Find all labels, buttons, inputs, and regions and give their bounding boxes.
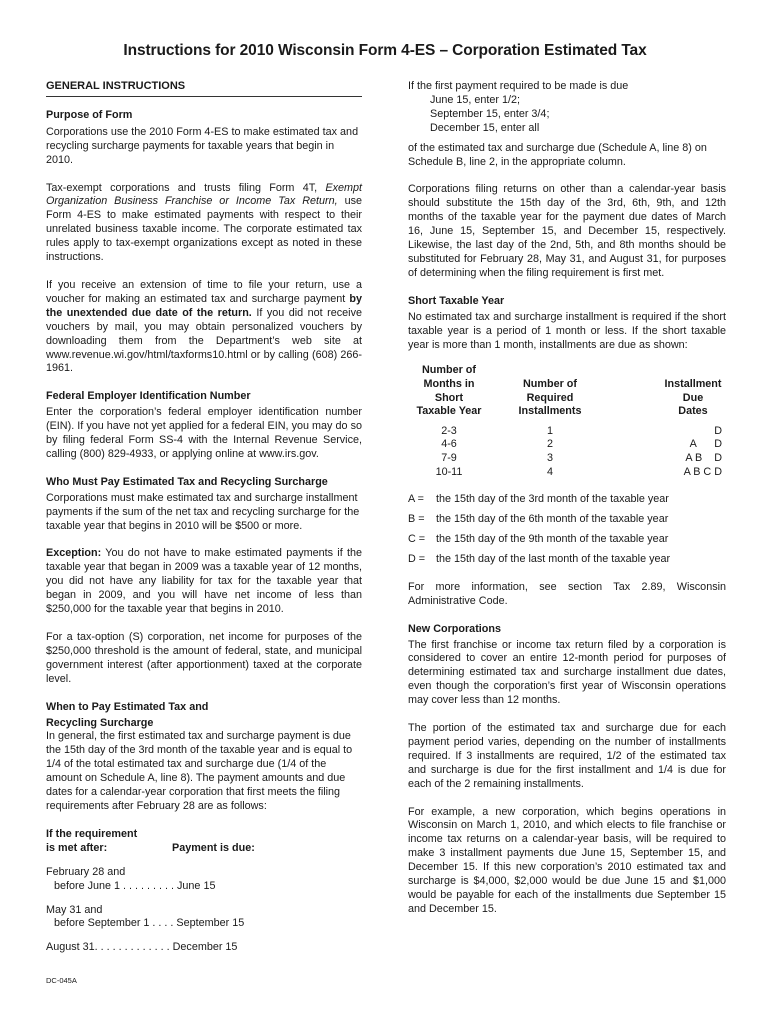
schedule-header-row	[408, 364, 726, 418]
payment-row	[46, 904, 362, 932]
schedule-count: 1	[546, 424, 553, 437]
first-payment-line: December 15, enter all	[430, 121, 540, 134]
payment-row-line-2: before June 1 . . . . . . . . . June 15	[54, 879, 216, 892]
more-info-paragraph: For more information, see section Tax 2.89, Wisconsin Administrative Code.	[408, 580, 726, 607]
form-code: DC-045A	[46, 976, 77, 985]
general-instructions-heading: GENERAL INSTRUCTIONS	[46, 80, 362, 97]
payment-row	[46, 866, 362, 894]
schedule-row	[408, 438, 726, 452]
page-title: Instructions for 2010 Wisconsin Form 4-ES – Corporation Estimated Tax	[123, 42, 647, 59]
schedule-dates: A D	[689, 438, 722, 451]
payment-row-line-2: before September 1 . . . . September 15	[54, 917, 245, 930]
months-header-line: Number of	[422, 364, 476, 377]
months-header	[408, 364, 490, 418]
definition-b	[408, 513, 726, 527]
purpose-p2-form-title: Exempt Organization Business Franchise or Income Tax Return,	[46, 181, 362, 208]
first-payment-outro: of the estimated tax and surcharge due (Schedule A, line 8) on Schedule B, line 2, in the appropriate column.	[408, 141, 707, 168]
purpose-paragraph-3	[46, 279, 362, 376]
definition-d	[408, 553, 726, 567]
schedule-row	[408, 452, 726, 466]
schedule-row	[408, 466, 726, 480]
schedule-months: 7-9	[441, 451, 457, 464]
payment-table-header	[46, 828, 362, 856]
definition-text: the 15th day of the 3rd month of the taxable year	[436, 493, 669, 506]
who-must-pay-heading: Who Must Pay Estimated Tax and Recycling Surcharge	[46, 475, 328, 488]
months-header-line: Months in Short	[423, 378, 475, 404]
when-to-pay-heading-1: When to Pay Estimated Tax and	[46, 700, 209, 713]
when-to-pay-heading-2: Recycling Surcharge	[46, 716, 154, 729]
purpose-p2-text-b: use Form 4-ES to make estimated payments with respect to their unrelated business taxable income. The corporate estimated tax rules apply to tax-exempt organizations except as noted in these instructions.	[46, 195, 362, 264]
short-year-heading: Short Taxable Year	[408, 294, 505, 307]
installments-header	[490, 364, 610, 418]
purpose-paragraph-2	[46, 182, 362, 265]
new-corporations-paragraph-1: The first franchise or income tax return filed by a corporation is considered to cover an entire 12-month period for purposes of determining estimated tax and surcharge installment due dates, even though the corporation’s first year of Wisconsin operations may cover less than 12 months.	[408, 638, 726, 707]
schedule-dates: A B D	[685, 451, 722, 464]
payment-row	[46, 941, 362, 955]
purpose-paragraph-1: Corporations use the 2010 Form 4-ES to make estimated tax and recycling surcharge payments for taxable years that begin in 2010.	[46, 125, 359, 166]
months-header-line: Taxable Year	[416, 405, 482, 418]
definition-key: A =	[408, 493, 424, 506]
schedule-months: 2-3	[441, 424, 457, 437]
definition-c	[408, 533, 726, 547]
installments-header-line: Number of	[523, 378, 577, 390]
due-dates-header-line: Dates	[678, 405, 708, 418]
definition-key: C =	[408, 532, 426, 545]
left-column	[46, 80, 362, 955]
definition-a	[408, 493, 726, 507]
fein-heading: Federal Employer Identification Number	[46, 390, 251, 403]
schedule-count: 2	[546, 438, 553, 451]
schedule-row	[408, 425, 726, 439]
due-dates-header-line: Installment	[664, 378, 722, 390]
due-dates-header-line: Due	[682, 391, 704, 404]
definition-key: D =	[408, 552, 426, 565]
who-must-pay-paragraph: Corporations must make estimated tax and surcharge installment payments if the sum of the net tax and recycling surcharge for the taxable year that begins in 2010 will be $500 or more.	[46, 491, 360, 532]
purpose-p3-bold: by the unextended due date of the return.	[46, 292, 362, 319]
schedule-dates: A B C D	[683, 465, 722, 478]
payment-row-line-1: May 31 and	[46, 903, 103, 916]
purpose-p3-text-b: If you did not receive vouchers by mail, you may obtain personalized vouchers by downloading them from the Department’s web site at www.revenue.wi.gov/html/taxforms10.html or by calling (608) 266-1961.	[46, 306, 362, 375]
definition-text: the 15th day of the last month of the taxable year	[436, 552, 671, 565]
definition-key: B =	[408, 513, 425, 526]
first-payment-line: June 15, enter 1/2;	[430, 93, 521, 106]
due-dates-header	[610, 364, 726, 418]
new-corporations-paragraph-2: The portion of the estimated tax and surcharge due for each payment period varies, depending on the number of installments required. If 3 installments are required, 1/2 of the estimated tax and surcharge is due for the first installment and 1/4 is due for each of the 2 remaining installments.	[408, 722, 726, 790]
definition-text: the 15th day of the 9th month of the taxable year	[436, 532, 669, 545]
first-payment-line: September 15, enter 3/4;	[430, 107, 550, 120]
schedule-months: 4-6	[441, 438, 457, 451]
exception-text: You do not have to make estimated payments if the taxable year that began in 2009 was a taxable year of 12 months, you did not have any liability for tax for the taxable year that began in 2009, and you will have net income of less than $250,000 for the taxable year that begins in 2010.	[46, 547, 362, 616]
tax-option-paragraph: For a tax-option (S) corporation, net income for purposes of the $250,000 threshold is the amount of federal, state, and municipal government interest (after apportionment) taxed at the corporate level.	[46, 631, 362, 685]
when-to-pay-paragraph: In general, the first estimated tax and surcharge payment is due the 15th day of the 3rd month of the taxable year and is equal to 1/4 of the total estimated tax and surcharge due (1/4 of the amount on Schedule A, line 8). The payment amounts and due dates for a calendar-year corporation that first meets the filing requirements after February 28 are as follows:	[46, 730, 353, 812]
fein-paragraph: Enter the corporation’s federal employer identification number (EIN). If you have not yet applied for a federal EIN, you may do so by filing federal Form SS-4 with the Internal Revenue Service, calling (800) 829-4933, or applying online at www.irs.gov.	[46, 406, 362, 460]
schedule-months: 10-11	[435, 465, 463, 478]
payment-row-line-1: February 28 and	[46, 865, 126, 878]
purpose-p2-text-a: Tax-exempt corporations and trusts filing Form 4T,	[46, 181, 326, 194]
new-corporations-paragraph-3: For example, a new corporation, which begins operations in Wisconsin on March 1, 2010, and which elects to file franchise or income tax returns on a calendar-year basis, will be required to make 3 installment payments due June 15, September 15, and December 15. If this new corporation’s 2010 estimated tax and surcharge is $4,000, $2,000 would be due June 15 and $1,000 would be payable for each of the installments due September 15 and December 15.	[408, 805, 726, 915]
payment-row-line-1: August 31. . . . . . . . . . . . . December 15	[46, 941, 238, 954]
installments-header-line: Installments	[518, 405, 582, 418]
schedule-count: 4	[546, 465, 553, 478]
short-year-paragraph: No estimated tax and surcharge installment is required if the short taxable year is a period of 1 month or less. If the short taxable year is more than 1 month, installments are due as shown:	[408, 310, 726, 351]
fiscal-year-paragraph: Corporations filing returns on other than a calendar-year basis should substitute the 15th day of the 3rd, 6th, 9th, and 12th months of the taxable year for the payment due dates of March 16, June 15, September 15, and December 15, respectively. Likewise, the last day of the 2nd, 5th, and 8th months should be substituted for February 28, May 31, and August 31, for purposes of determining when the filing requirement is first met.	[408, 183, 726, 279]
installments-header-line: Required	[526, 391, 574, 404]
schedule-dates: D	[714, 424, 722, 437]
exception-label: Exception:	[46, 547, 102, 560]
requirement-header-line-2: is met after:	[46, 841, 108, 854]
first-payment-intro: If the first payment required to be made is due	[408, 80, 629, 92]
purpose-p3-text-a: If you receive an extension of time to file your return, use a voucher for making an estimated tax and surcharge payment	[46, 278, 362, 305]
purpose-heading: Purpose of Form	[46, 108, 133, 121]
definition-text: the 15th day of the 6th month of the taxable year	[436, 513, 669, 526]
schedule-count: 3	[546, 451, 553, 464]
installment-schedule-table	[408, 364, 726, 479]
payment-due-column-header: Payment is due:	[172, 841, 255, 854]
right-column	[408, 80, 726, 917]
requirement-column-header	[46, 828, 172, 856]
exception-paragraph	[46, 547, 362, 617]
requirement-header-line-1: If the requirement	[46, 827, 138, 840]
new-corporations-heading: New Corporations	[408, 622, 501, 635]
